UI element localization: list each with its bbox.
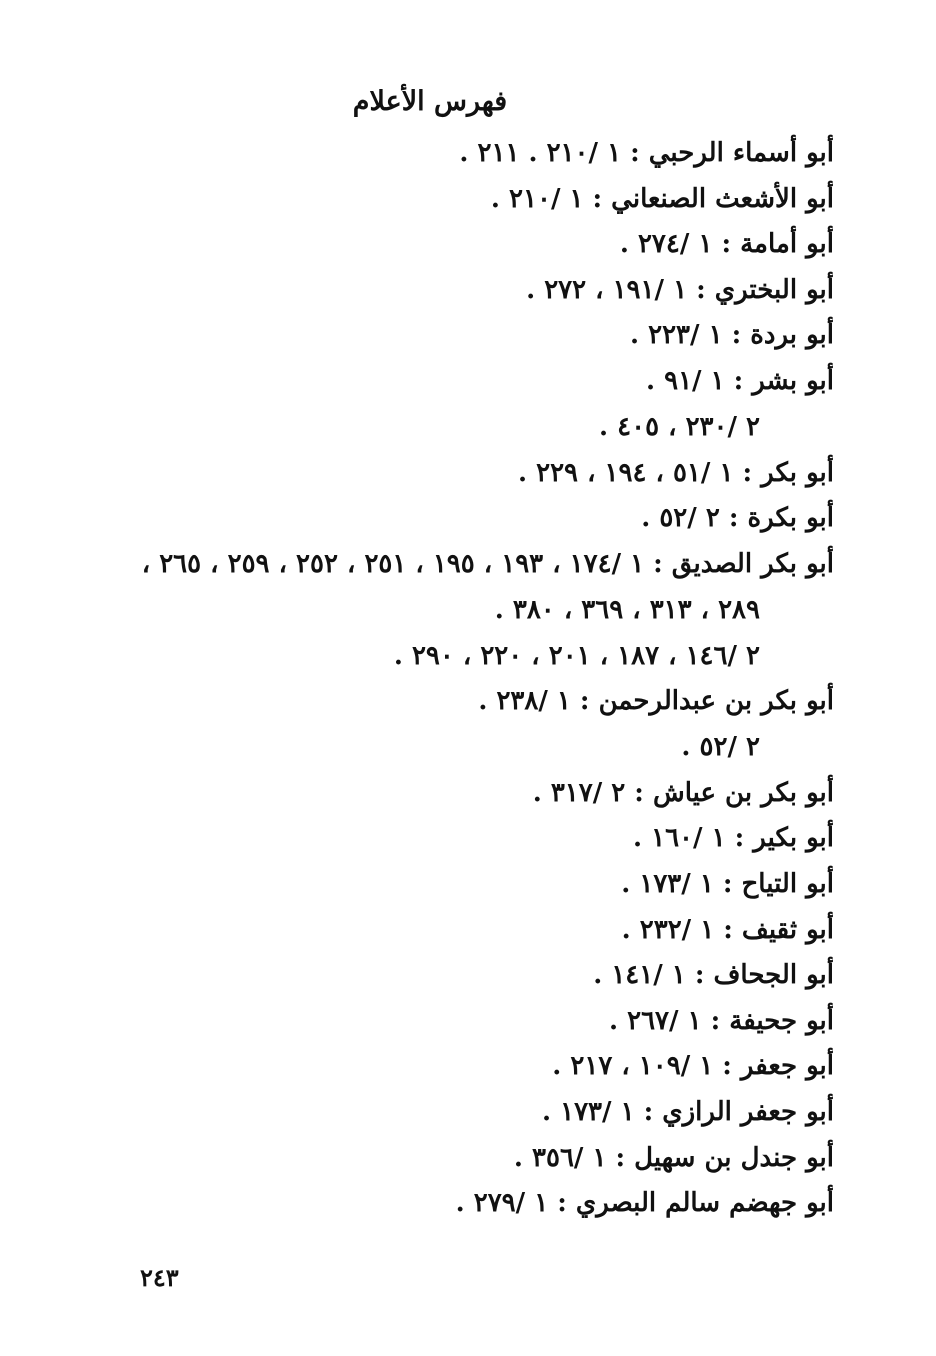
index-entry: أبو بكير : ١ /١٦٠ . (633, 823, 834, 853)
index-entry: أبو البختري : ١ /١٩١ ، ٢٧٢ . (526, 275, 834, 305)
index-entry: أبو بكرة : ٢ /٥٢ . (641, 503, 834, 533)
index-entry: أبو التياح : ١ /١٧٣ . (621, 869, 834, 899)
index-entry: أبو الأشعث الصنعاني : ١ /٢١٠ . (490, 184, 834, 214)
index-entry: أبو جندل بن سهيل : ١ /٣٥٦ . (513, 1143, 834, 1173)
index-entry: أبو ثقيف : ١ /٢٣٢ . (621, 915, 834, 945)
index-entry-continuation: ٢ /٥٢ . (681, 732, 760, 762)
index-entry-continuation: ٢ /١٤٦ ، ١٨٧ ، ٢٠١ ، ٢٢٠ ، ٢٩٠ . (393, 641, 760, 671)
index-entry: أبو بشر : ١ /٩١ . (646, 366, 834, 396)
index-entry: أبو الجحاف : ١ /١٤١ . (593, 960, 834, 990)
index-entry: أبو بكر بن عياش : ٢ /٣١٧ . (532, 778, 834, 808)
index-entry: أبو أمامة : ١ /٢٧٤ . (619, 229, 834, 259)
index-entry: أبو جعفر : ١ /١٠٩ ، ٢١٧ . (552, 1051, 834, 1081)
index-entry-continuation: ٢ /٢٣٠ ، ٤٠٥ . (599, 412, 760, 442)
index-entry: أبو بكر : ١ /٥١ ، ١٩٤ ، ٢٢٩ . (518, 458, 834, 488)
index-entry: أبو بكر الصديق : ١ /١٧٤ ، ١٩٣ ، ١٩٥ ، ٢٥١ ، ٢٥٢ ، ٢٥٩ ، ٢٦٥ ، (141, 549, 834, 579)
index-entry: أبو أسماء الرحبي : ١ /٢١٠ . ٢١١ . (459, 138, 834, 168)
index-entry: أبو بكر بن عبدالرحمن : ١ /٢٣٨ . (478, 686, 834, 716)
index-entry: أبو جحيفة : ١ /٢٦٧ . (609, 1006, 834, 1036)
index-entry: أبو جعفر الرازي : ١ /١٧٣ . (542, 1097, 834, 1127)
index-entry-continuation: ٢٨٩ ، ٣١٣ ، ٣٦٩ ، ٣٨٠ . (494, 595, 760, 625)
index-entry: أبو بردة : ١ /٢٢٣ . (630, 320, 834, 350)
page-title: فهرس الأعلام (352, 86, 508, 117)
index-entry: أبو جهضم سالم البصري : ١ /٢٧٩ . (455, 1188, 834, 1218)
page-number: ٢٤٣ (140, 1263, 179, 1292)
